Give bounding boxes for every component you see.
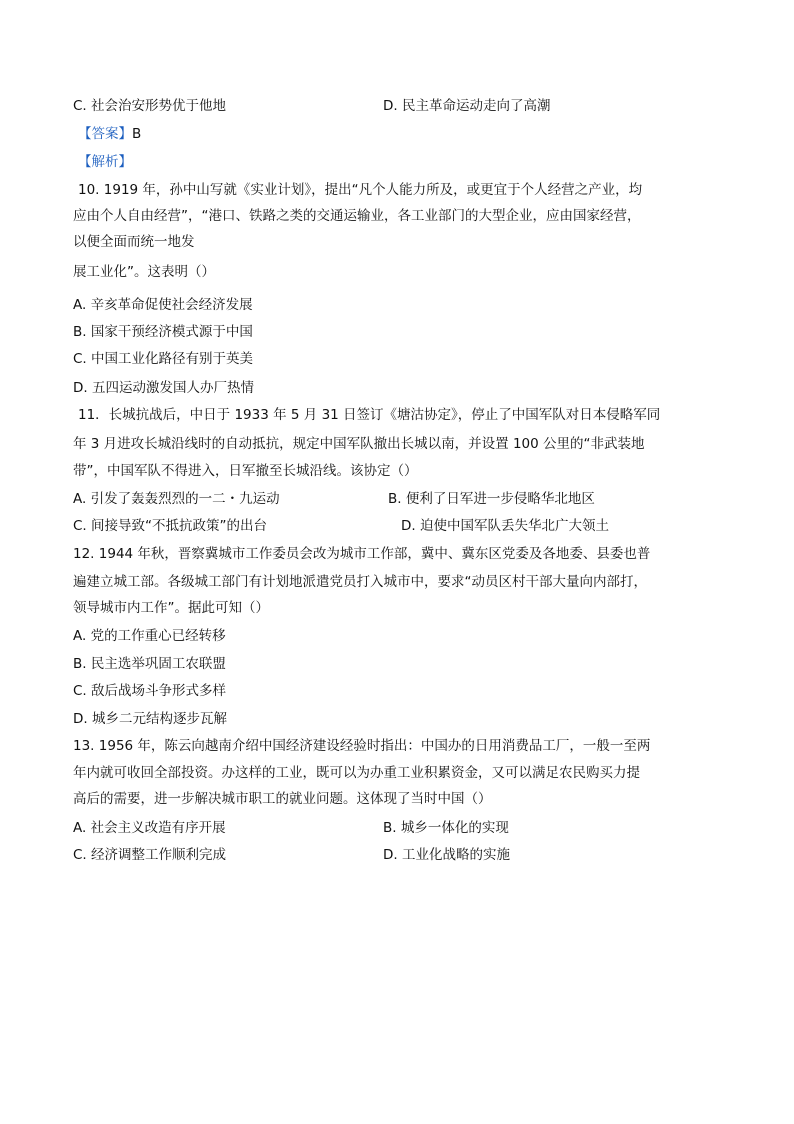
q13-option-a: A. 社会主义改造有序开展 — [73, 820, 226, 836]
q13-option-c: C. 经济调整工作顺利完成 — [73, 847, 227, 863]
q11-line-2: 年 3 月进攻长城沿线时的自动抵抗，规定中国军队撤出长城以南，并设置 100 公里的“非武装地 — [73, 436, 645, 452]
q13-line-2: 年内就可收回全部投资。办这样的工业，既可以为办重工业积累资金，又可以满足农民购买力提 — [73, 765, 640, 781]
prev-option-c: C. 社会治安形势优于他地 — [73, 98, 227, 114]
q11-option-a: A. 引发了轰轰烈烈的一二・九运动 — [73, 491, 280, 507]
q12-option-a: A. 党的工作重心已经转移 — [73, 628, 226, 644]
q11-option-b: B. 便利了日军进一步侵略华北地区 — [388, 491, 595, 507]
q10-line-1: 10. 1919 年，孙中山写就《实业计划》，提出“凡个人能力所及，或更宜于个人经营之产业，均 — [78, 182, 643, 198]
q11-option-d: D. 迫使中国军队丢失华北广大领土 — [401, 518, 609, 534]
analysis-label: 【解析】 — [78, 154, 132, 170]
prev-option-d: D. 民主革命运动走向了高潮 — [383, 98, 551, 114]
q12-option-c: C. 敌后战场斗争形式多样 — [73, 683, 227, 699]
q12-line-3: 领导城市内工作”。据此可知（） — [73, 600, 269, 616]
q10-line-4: 展工业化”。这表明（） — [73, 264, 215, 280]
q11-line-1: 11．长城抗战后，中日于 1933 年 5 月 31 日签订《塘沽协定》，停止了中国军队对日本侵略军同 — [78, 407, 661, 423]
q12-option-b: B. 民主选举巩固工农联盟 — [73, 656, 226, 672]
q12-line-1: 12. 1944 年秋，晋察冀城市工作委员会改为城市工作部，冀中、冀东区党委及各地委、县委也普 — [73, 546, 651, 562]
answer-line — [78, 124, 141, 144]
q12-line-2: 遍建立城工部。各级城工部门有计划地派遣党员打入城市中，要求“动员区村干部大量向内部打， — [73, 574, 647, 590]
q10-option-d: D. 五四运动激发国人办厂热情 — [73, 380, 254, 396]
q10-option-c: C. 中国工业化路径有别于英美 — [73, 351, 254, 367]
q13-line-1: 13. 1956 年，陈云向越南介绍中国经济建设经验时指出：中国办的日用消费品工厂，一般一至两 — [73, 738, 651, 754]
q13-line-3: 高后的需要，进一步解决城市职工的就业问题。这体现了当时中国（） — [73, 791, 492, 807]
q10-line-3: 以便全面而统一地发 — [73, 234, 195, 250]
answer-value: B — [132, 126, 142, 142]
q13-option-d: D. 工业化战略的实施 — [383, 847, 510, 863]
q10-option-b: B. 国家干预经济模式源于中国 — [73, 324, 253, 340]
q13-option-b: B. 城乡一体化的实现 — [383, 820, 509, 836]
answer-label: 【答案】 — [78, 126, 132, 142]
q11-option-c: C. 间接导致“不抵抗政策”的出台 — [73, 518, 267, 534]
q11-line-3: 带”，中国军队不得进入，日军撤至长城沿线。该协定（） — [73, 463, 418, 479]
q10-option-a: A. 辛亥革命促使社会经济发展 — [73, 297, 253, 313]
q10-line-2: 应由个人自由经营”，“港口、铁路之类的交通运输业，各工业部门的大型企业，应由国家经营， — [73, 208, 641, 224]
q12-option-d: D. 城乡二元结构逐步瓦解 — [73, 711, 227, 727]
